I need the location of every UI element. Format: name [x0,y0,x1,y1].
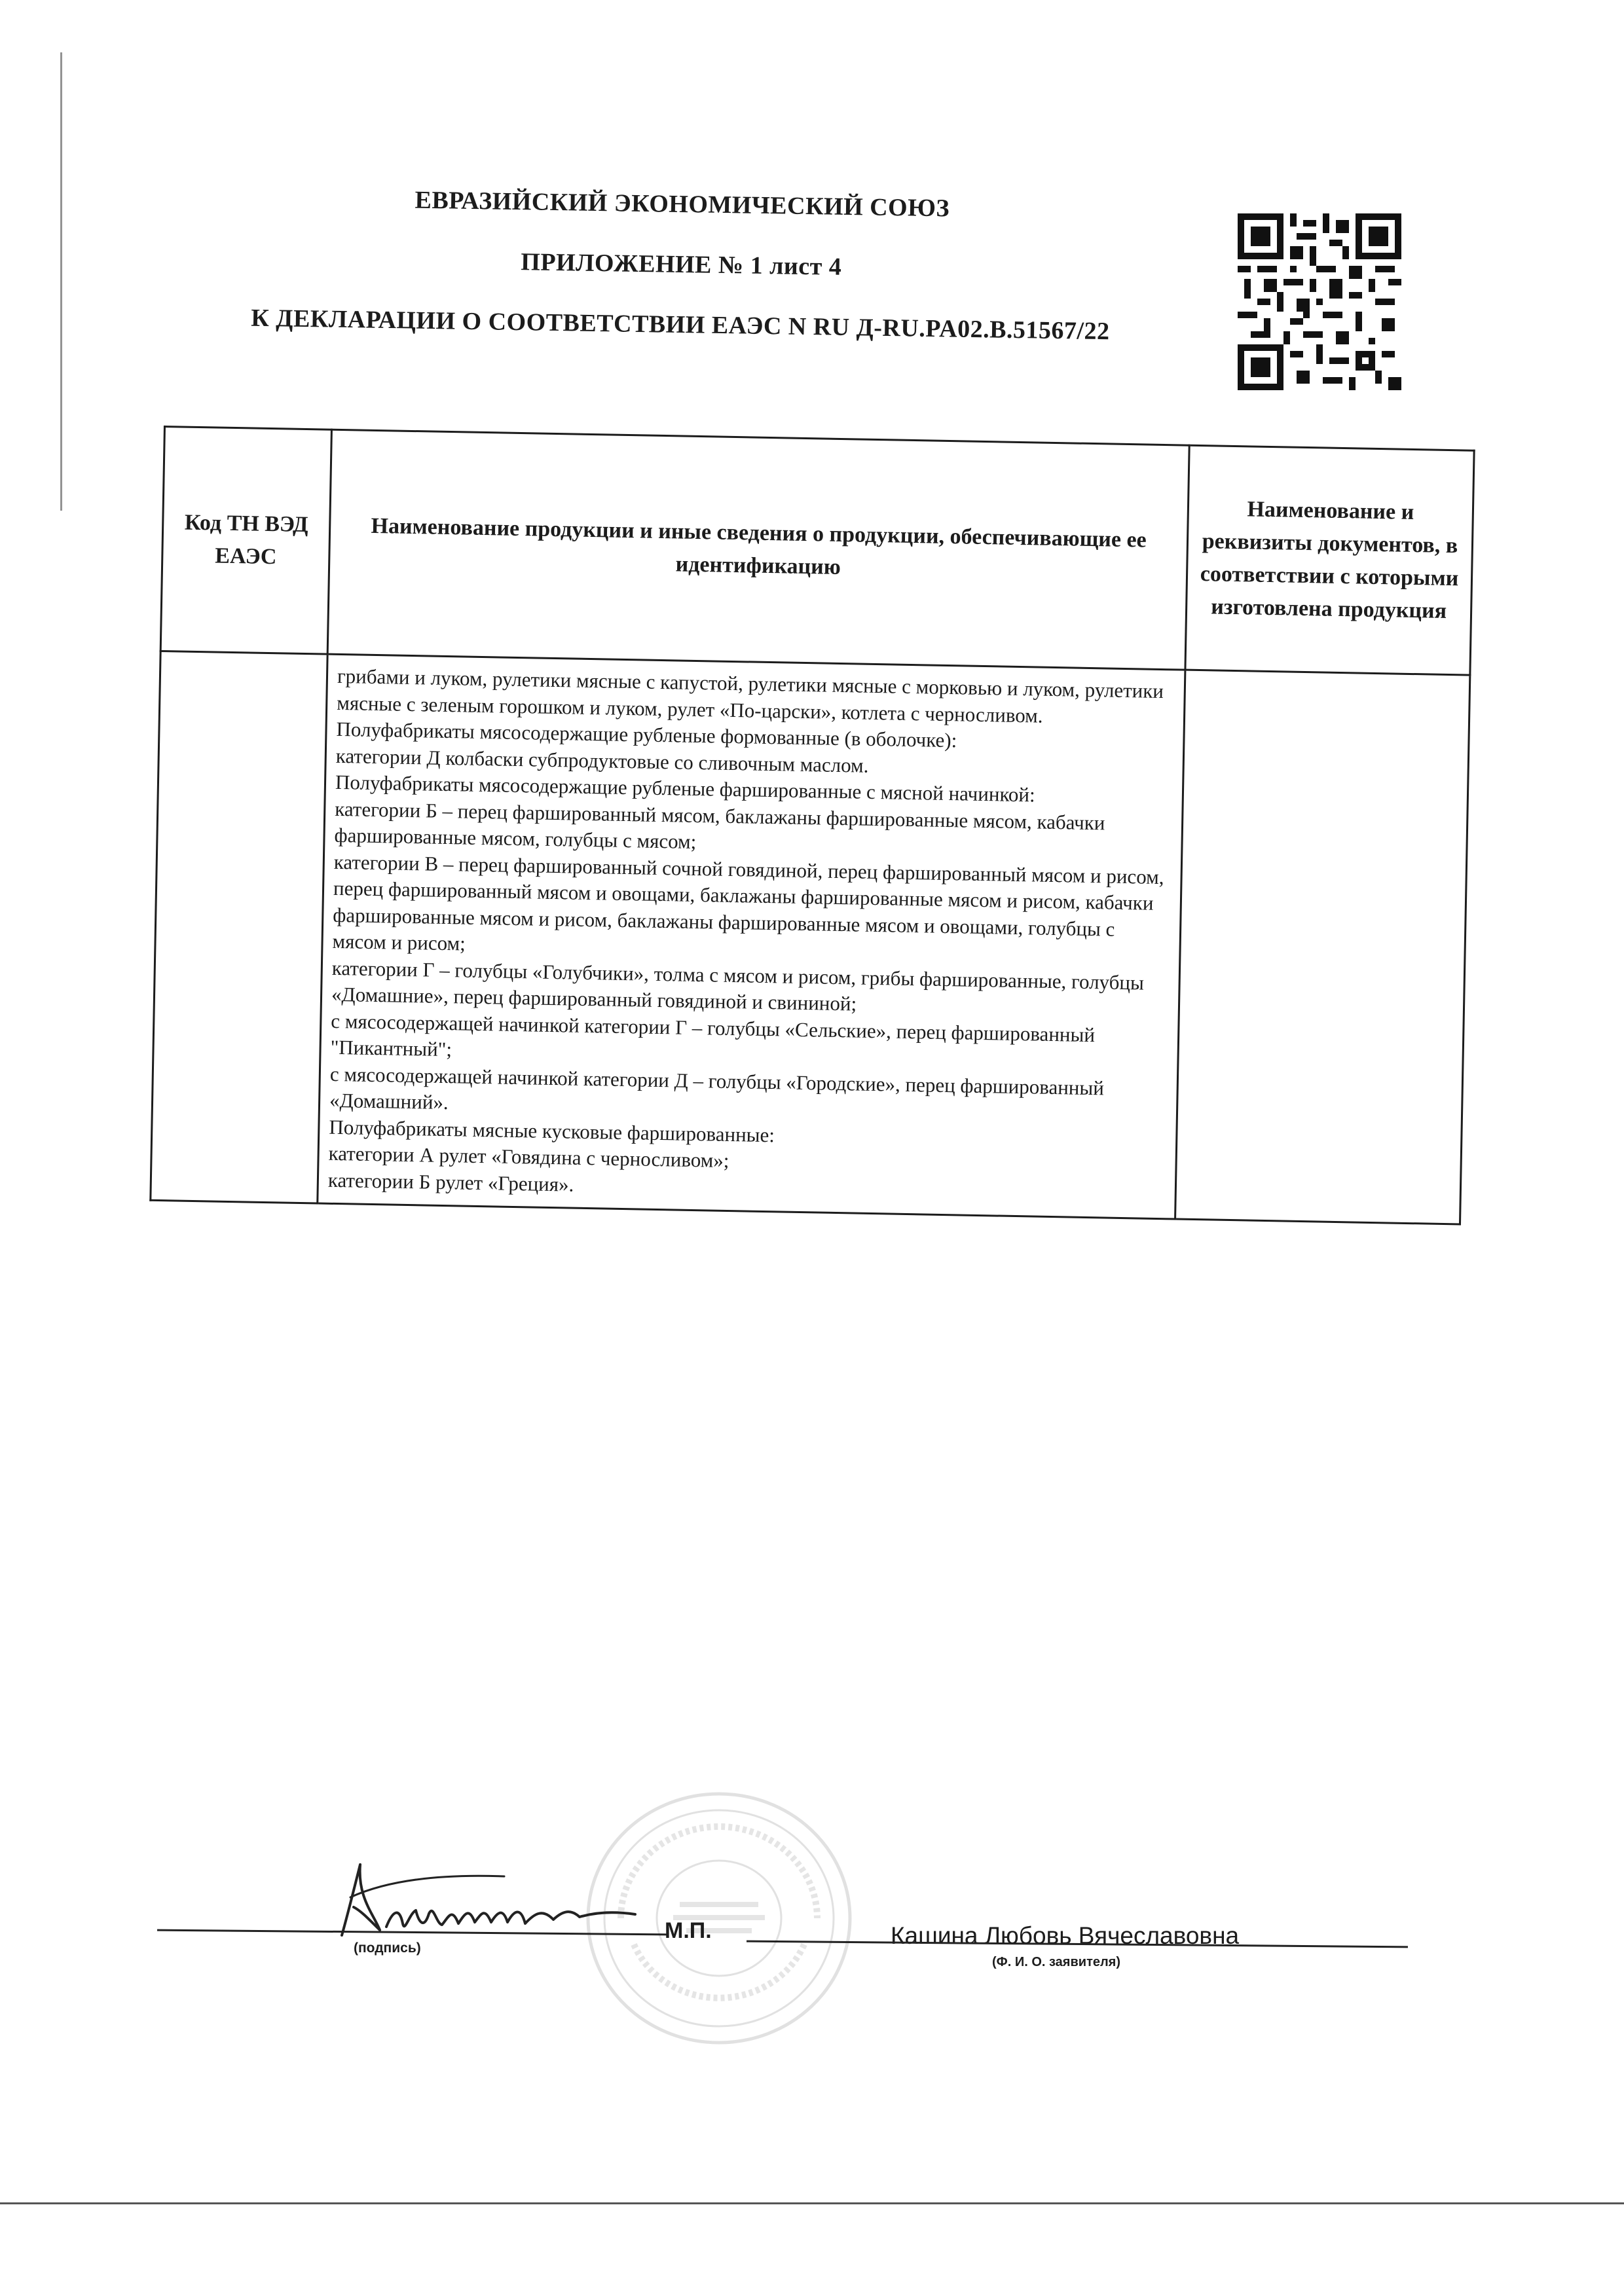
union-title: ЕВРАЗИЙСКИЙ ЭКОНОМИЧЕСКИЙ СОЮЗ [415,186,950,223]
product-line: категории Б рулет «Греция». [327,1168,574,1196]
seal-place-label: М.П. [665,1918,712,1943]
product-line: грибами и луком, рулетики мясные с капустой, рулетики мясные с морковью и луком, рулетики мясные с зеленым горошком и луком, рулет «По-царски», котлета с черносливом. [336,664,1164,727]
product-line: категории В – перец фаршированный сочной говядиной, перец фаршированный мясом и рисом, перец фаршированный мясом и овощами, баклажаны фаршированные мясом и рисом, кабачки фаршированные мясом и рисом, баклажаны фаршированные мясом и овощами, голубцы с мясом и рисом; [332,850,1164,955]
page-bottom-rule [0,2202,1624,2204]
appendix-title: ПРИЛОЖЕНИЕ № 1 лист 4 [521,248,842,281]
product-line: Полуфабрикаты мясосодержащие рубленые фаршированные с мясной начинкой: [335,770,1036,807]
header-code-column: Код ТН ВЭД ЕАЭС [160,427,331,655]
declaration-reference: К ДЕКЛАРАЦИИ О СООТВЕТСТВИИ ЕАЭС N RU Д-RU.PA02.B.51567/22 [250,304,1110,346]
product-line: с мясосодержащей начинкой категории Г – голубцы «Сельские», перец фаршированный "Пикантный"; [330,1009,1096,1061]
header-documents-column: Наименование и реквизиты документов, в соответствии с которыми изготовлена продукция [1185,445,1474,675]
product-line: Полуфабрикаты мясные кусковые фаршированные: [329,1115,775,1146]
products-table [149,426,1475,1226]
product-line: Полуфабрикаты мясосодержащие рубленые формованные (в оболочке): [336,717,957,752]
applicant-name-caption: (Ф. И. О. заявителя) [992,1955,1121,1969]
applicant-name: Кашина Любовь Вячеславовна [891,1922,1240,1949]
handwritten-signature [334,1851,648,1943]
product-description-cell [318,654,1185,1219]
signature-caption: (подпись) [354,1941,421,1956]
product-line: с мясосодержащей начинкой категории Д – голубцы «Городские», перец фаршированный «Домашний». [329,1062,1105,1114]
product-line: категории Д колбаски субпродуктовые со сливочным маслом. [335,744,869,777]
product-line: категории Г – голубцы «Голубчики», толма с мясом и рисом, грибы фаршированные, голубцы «Домашние», перец фаршированный говядиной и свининой; [331,956,1145,1015]
header-product-column: Наименование продукции и иные сведения о продукции, обеспечивающие ее идентификацию [327,429,1189,670]
table-header-row [160,427,1474,676]
code-cell [151,651,327,1203]
scan-edge-mark [60,52,62,511]
document-header [215,183,1147,378]
qr-code [1238,213,1401,390]
signature-block [0,1846,1624,2043]
table-row [151,651,1470,1224]
documents-cell [1175,670,1470,1224]
product-line: категории Б – перец фаршированный мясом, баклажаны фаршированные мясом, кабачки фаршированные мясом, голубцы с мясом; [334,797,1105,854]
product-line: категории А рулет «Говядина с черносливом»; [328,1141,729,1173]
products-table-wrapper [149,426,1475,1226]
